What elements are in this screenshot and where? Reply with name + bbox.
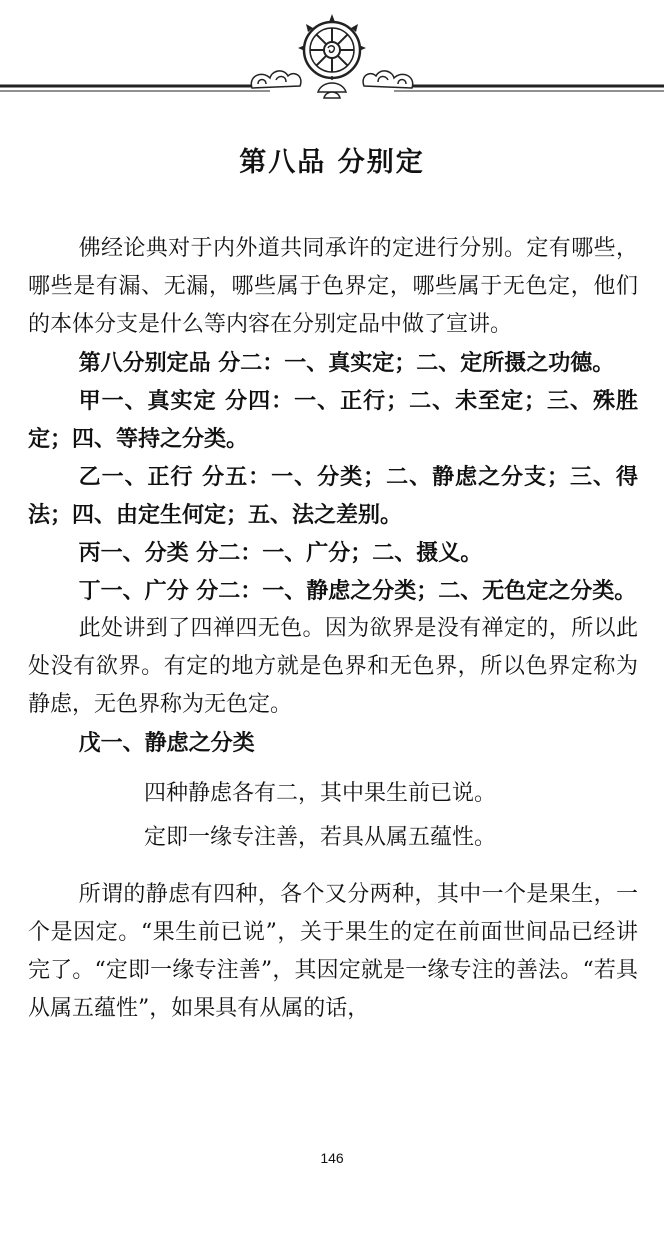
verse-line-1: 四种静虑各有二，其中果生前已说。 xyxy=(144,781,497,806)
page-number: 146 xyxy=(320,1150,344,1166)
intro-paragraph: 佛经论典对于内外道共同承许的定进行分别。定有哪些，哪些是有漏、无漏，哪些属于色界定，哪些属于无色定，他们的本体分支是什么等内容在分别定品中做了宣讲。 xyxy=(28,236,638,337)
outline-heading-2: 甲一、真实定 分四：一、正行；二、未至定；三、殊胜定；四、等持之分类。 xyxy=(28,388,638,452)
body-paragraph-1: 此处讲到了四禅四无色。因为欲界是没有禅定的，所以此处没有欲界。有定的地方就是色界和无色界，所以色界定称为静虑，无色界称为无色定。 xyxy=(28,616,638,717)
outline-heading-1: 第八分别定品 分二：一、真实定；二、定所摄之功德。 xyxy=(78,350,615,376)
chapter-title: 第八品 分别定 xyxy=(239,147,425,178)
outline-heading-3: 乙一、正行 分五：一、分类；二、静虑之分支；三、得法；四、由定生何定；五、法之差别。 xyxy=(28,464,638,528)
outline-heading-6: 戊一、静虑之分类 xyxy=(78,730,255,756)
outline-heading-4: 丙一、分类 分二：一、广分；二、摄义。 xyxy=(78,540,483,566)
verse-line-2: 定即一缘专注善，若具从属五蕴性。 xyxy=(144,825,497,850)
dharma-wheel-header-ornament xyxy=(0,0,664,110)
root-verse xyxy=(28,772,638,860)
page-body xyxy=(28,230,638,1028)
outline-heading-5: 丁一、广分 分二：一、静虑之分类；二、无色定之分类。 xyxy=(78,578,637,604)
body-paragraph-2: 所谓的静虑有四种，各个又分两种，其中一个是果生，一个是因定。“果生前已说”，关于果生的定在前面世间品已经讲完了。“定即一缘专注善”，其因定就是一缘专注的善法。“若具从属五蕴性”，如果具有从属的话， xyxy=(28,882,638,1021)
